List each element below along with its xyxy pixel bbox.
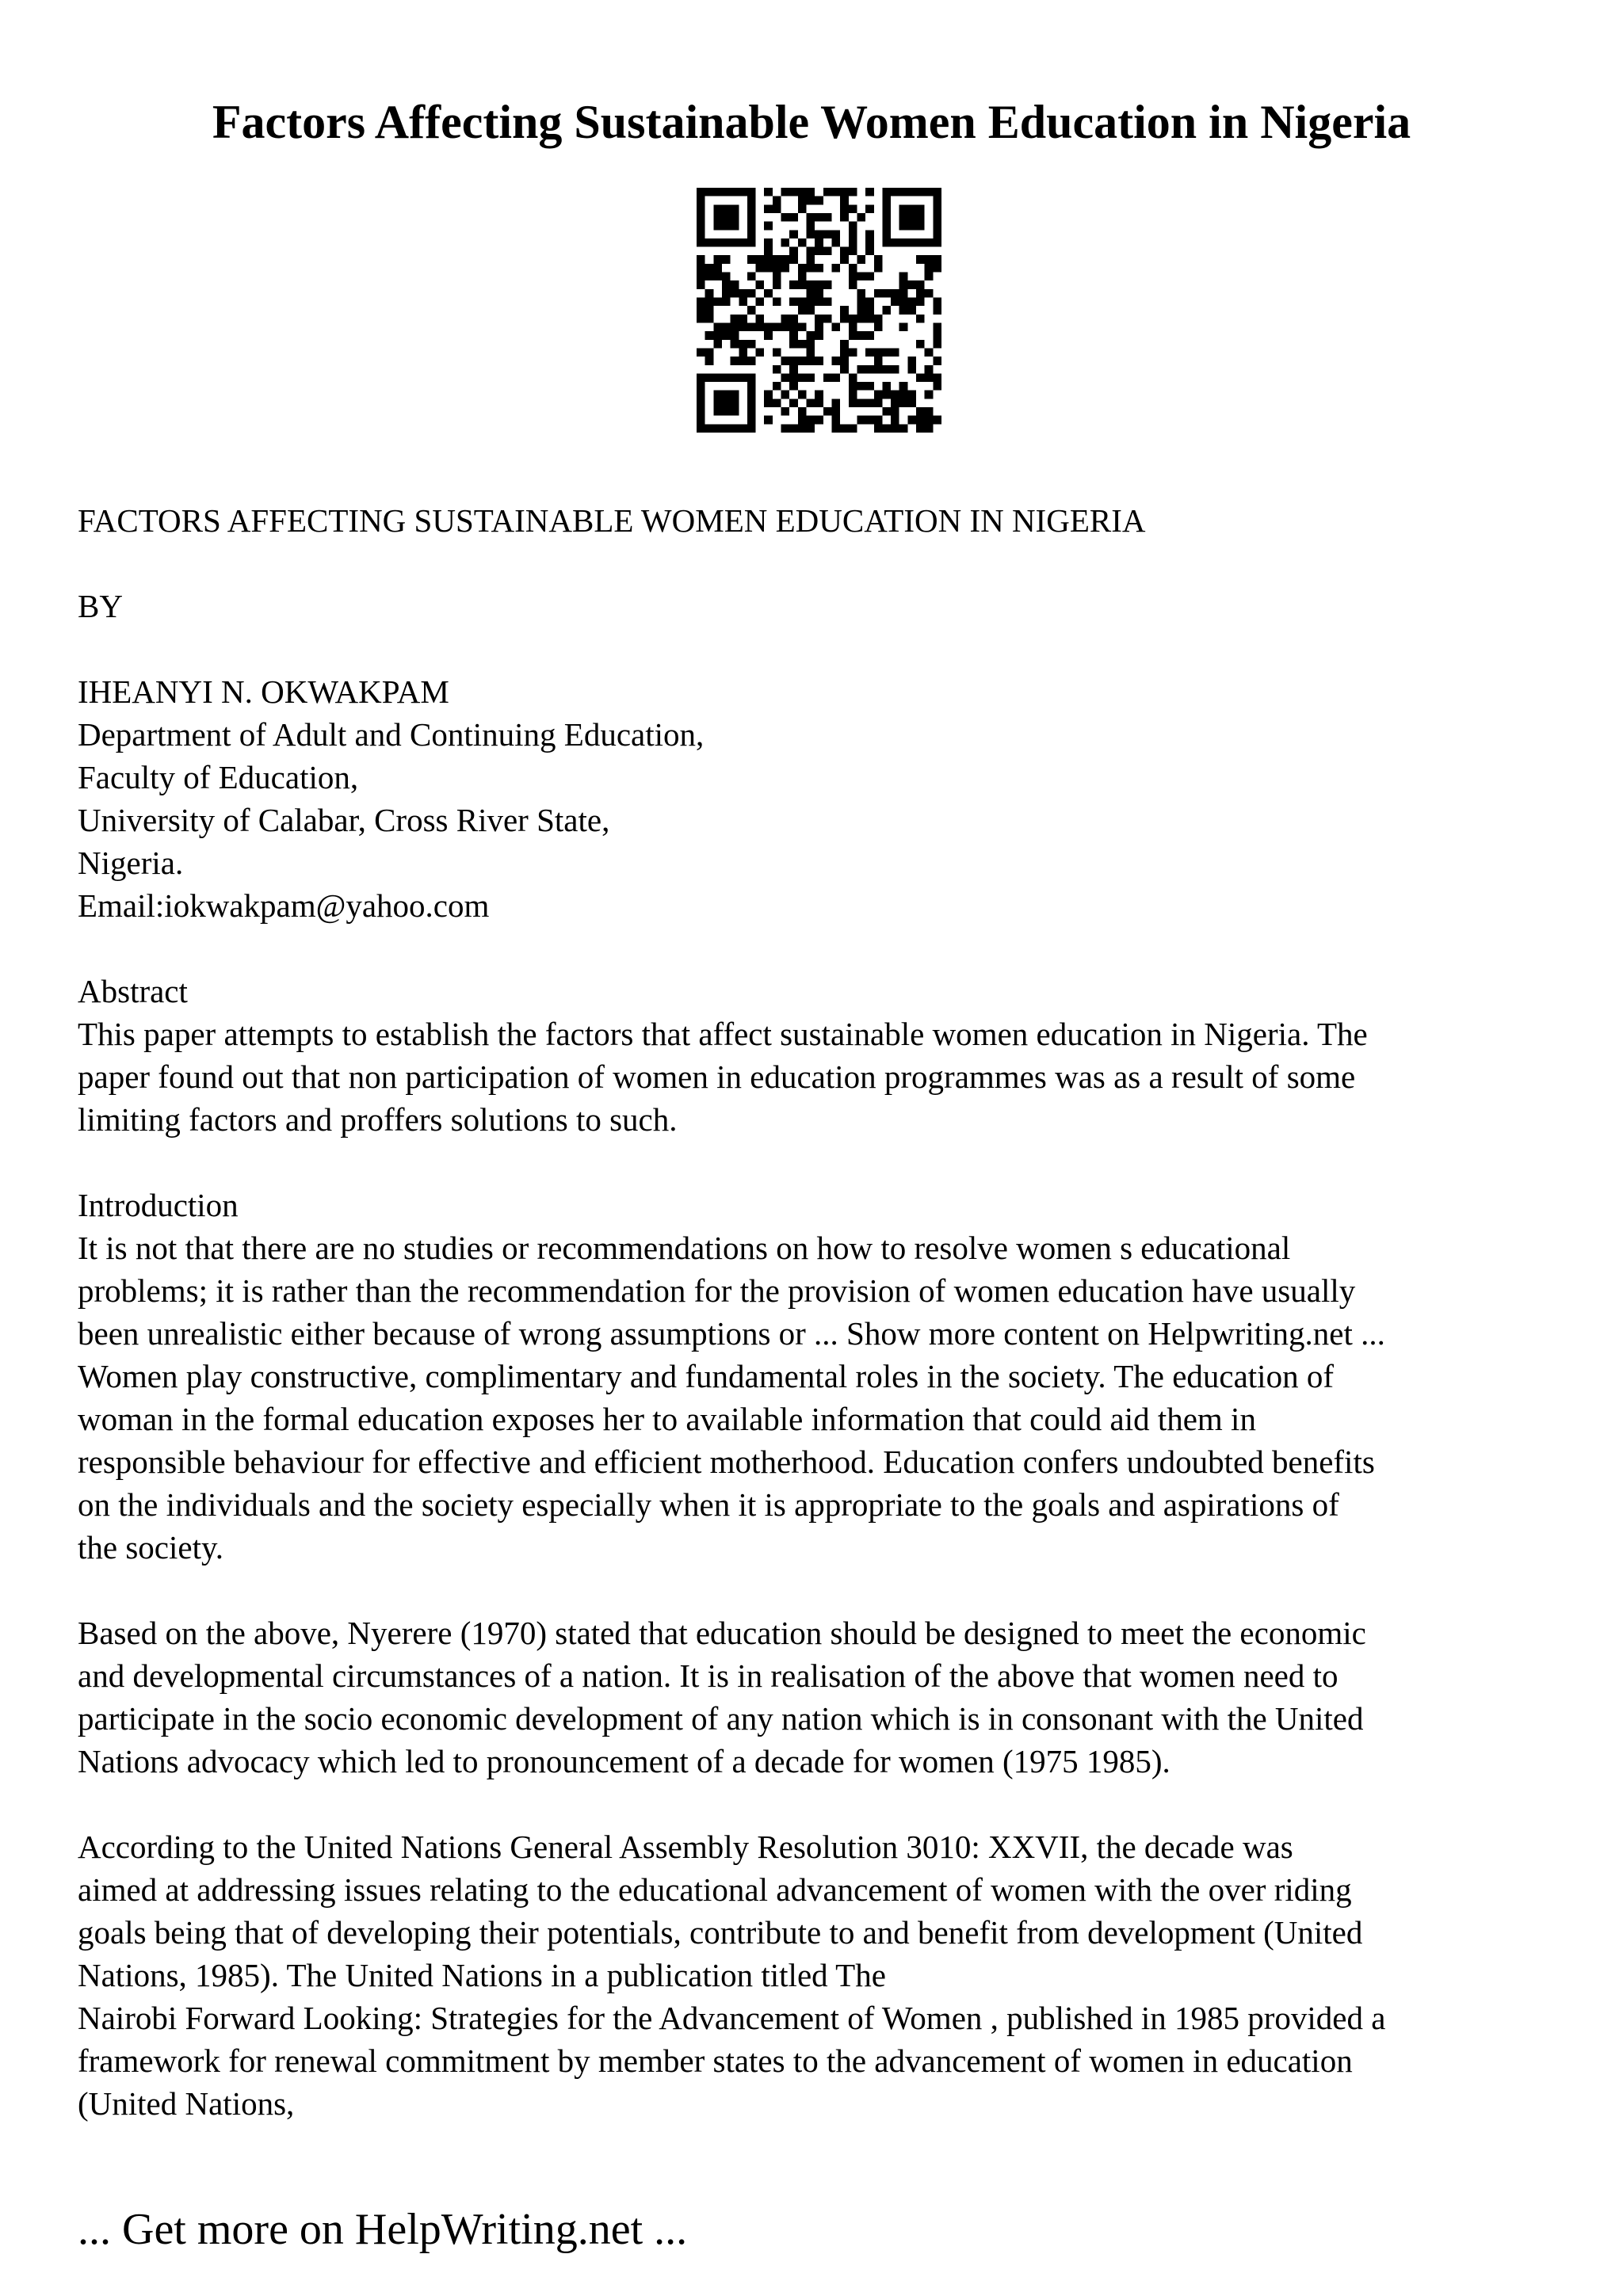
paragraph-line: Nations, 1985). The United Nations in a publication titled The: [78, 1957, 886, 1993]
paragraph-line: Based on the above, Nyerere (1970) stated that education should be designed to meet the economic: [78, 1615, 1366, 1651]
document-body: [78, 499, 1583, 2125]
paragraph-line: (United Nations,: [78, 2085, 295, 2122]
paragraph-line: According to the United Nations General Assembly Resolution 3010: XXVII, the decade was: [78, 1829, 1293, 1865]
introduction-heading: Introduction: [78, 1187, 239, 1223]
author-country: Nigeria.: [78, 845, 184, 881]
introduction-line: woman in the formal education exposes her to available information that could aid them in: [78, 1401, 1256, 1437]
qr-code-icon: [697, 188, 941, 433]
introduction-line: problems; it is rather than the recommendation for the provision of women education have usually: [78, 1272, 1356, 1309]
paragraph-line: framework for renewal commitment by member states to the advancement of women in education: [78, 2042, 1353, 2079]
introduction-line: responsible behaviour for effective and efficient motherhood. Education confers undoubted benefits: [78, 1444, 1375, 1480]
author-faculty: Faculty of Education,: [78, 759, 359, 795]
introduction-line: Women play constructive, complimentary and fundamental roles in the society. The education of: [78, 1358, 1334, 1394]
abstract-heading: Abstract: [78, 973, 188, 1009]
paragraph-line: participate in the socio economic development of any nation which is in consonant with the United: [78, 1700, 1364, 1737]
paragraph-line: Nations advocacy which led to pronouncement of a decade for women (1975 1985).: [78, 1743, 1170, 1779]
paragraph-line: aimed at addressing issues relating to the educational advancement of women with the over riding: [78, 1871, 1352, 1908]
introduction-line: been unrealistic either because of wrong assumptions or ... Show more content on Helpwriting.net ...: [78, 1315, 1385, 1352]
document-title: Factors Affecting Sustainable Women Education in Nigeria: [212, 96, 1411, 148]
abstract-line: paper found out that non participation of women in education programmes was as a result of some: [78, 1058, 1356, 1095]
author-name: IHEANYI N. OKWAKPAM: [78, 673, 449, 710]
document-heading: FACTORS AFFECTING SUSTAINABLE WOMEN EDUCATION IN NIGERIA: [78, 502, 1146, 539]
paragraph-line: goals being that of developing their potentials, contribute to and benefit from development (United: [78, 1914, 1363, 1951]
introduction-line: on the individuals and the society especially when it is appropriate to the goals and aspirations of: [78, 1486, 1339, 1523]
author-email: Email:iokwakpam@yahoo.com: [78, 887, 490, 924]
paragraph-line: Nairobi Forward Looking: Strategies for the Advancement of Women , published in 1985 provided a: [78, 2000, 1386, 2036]
author-department: Department of Adult and Continuing Education,: [78, 716, 705, 753]
abstract-line: This paper attempts to establish the factors that affect sustainable women education in Nigeria. The: [78, 1016, 1368, 1052]
abstract-line: limiting factors and proffers solutions to such.: [78, 1101, 678, 1138]
get-more-link[interactable]: ... Get more on HelpWriting.net ...: [78, 2205, 688, 2254]
author-university: University of Calabar, Cross River State,: [78, 802, 610, 838]
introduction-line: the society.: [78, 1529, 224, 1566]
paragraph-line: and developmental circumstances of a nation. It is in realisation of the above that women need to: [78, 1657, 1338, 1694]
by-line: BY: [78, 588, 123, 624]
introduction-line: It is not that there are no studies or recommendations on how to resolve women s educational: [78, 1230, 1291, 1266]
